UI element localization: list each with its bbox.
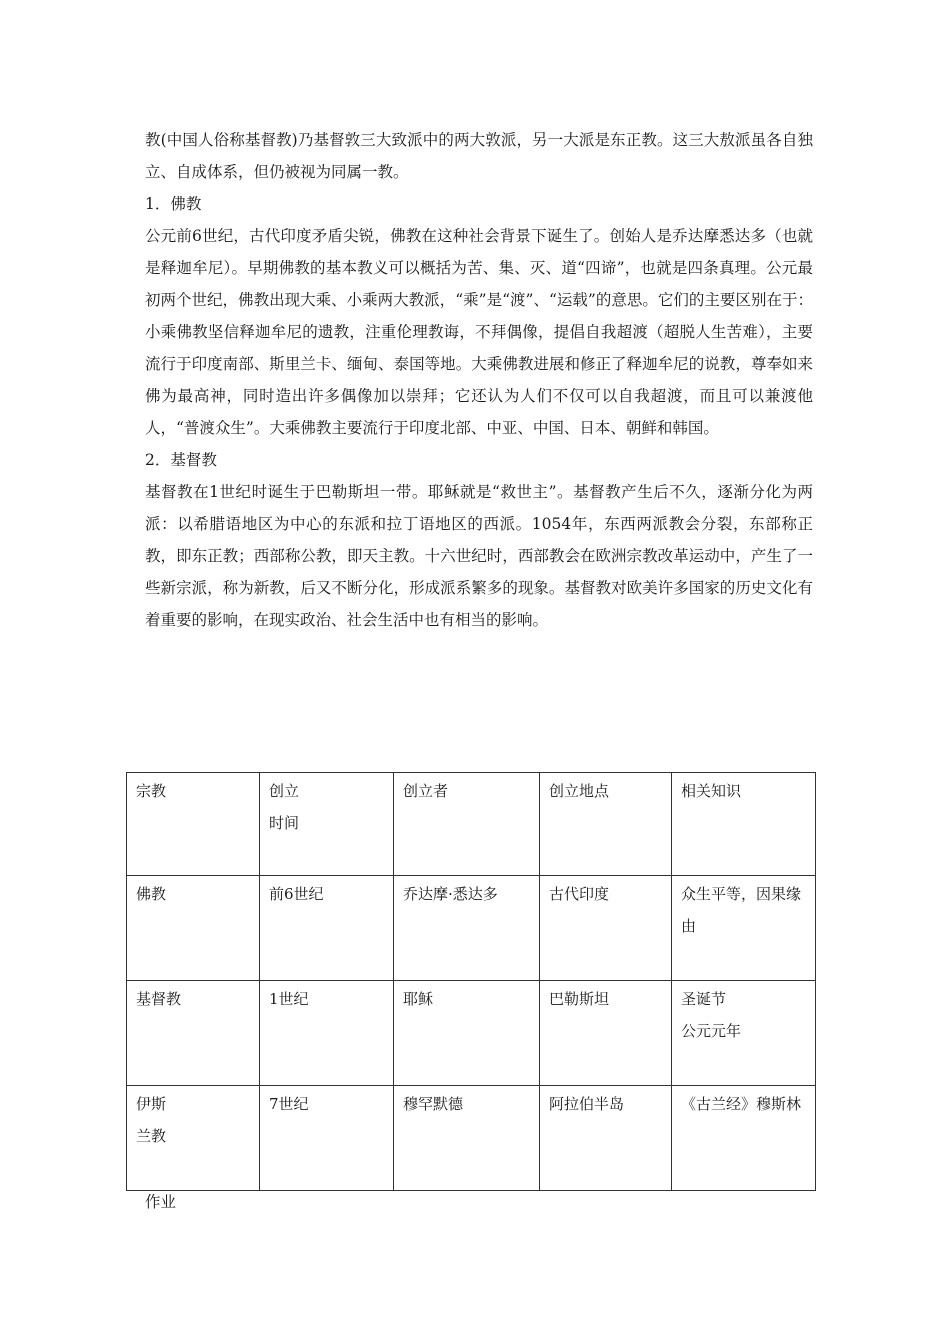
table-header-cell: 创立地点 [540, 773, 672, 876]
table-cell: 众生平等，因果缘由 [672, 876, 816, 981]
table-cell: 7世纪 [260, 1086, 394, 1191]
table-header-cell: 创立 时间 [260, 773, 394, 876]
table-header-cell: 宗教 [127, 773, 260, 876]
table-cell: 佛教 [127, 876, 260, 981]
section-body-buddhism: 公元前6世纪，古代印度矛盾尖锐，佛教在这种社会背景下诞生了。创始人是乔达摩悉达多（也就是释迦牟尼）。早期佛教的基本教义可以概括为苦、集、灭、道“四谛”，也就是四条真理。公元最初两个世纪，佛教出现大乘、小乘两大教派，“乘”是“渡”、“运载”的意思。它们的主要区别在于：小乘佛教坚信释迦牟尼的遗教，注重伦理教诲，不拜偶像，提倡自我超渡（超脱人生苦难），主要流行于印度南部、斯里兰卡、缅甸、泰国等地。大乘佛教进展和修正了释迦牟尼的说教，尊奉如来佛为最高神，同时造出许多偶像加以崇拜；它还认为人们不仅可以自我超渡，而且可以兼渡他人，“普渡众生”。大乘佛教主要流行于印度北部、中亚、中国、日本、朝鲜和韩国。 [145, 227, 813, 437]
table-cell: 圣诞节 公元元年 [672, 981, 816, 1086]
homework-label: 作业 [145, 1193, 177, 1211]
table-header-row [127, 773, 816, 876]
section-heading-buddhism: 1．佛教 [145, 195, 202, 213]
intro-paragraph: 教(中国人俗称基督教)乃基督敦三大致派中的两大敦派，另一大派是东正教。这三大敖派虽各自独立、自成体系，但仍被视为同属一教。 [145, 131, 813, 181]
table-cell: 伊斯 兰教 [127, 1086, 260, 1191]
table-cell: 古代印度 [540, 876, 672, 981]
document-body [145, 124, 813, 636]
table-cell: 基督教 [127, 981, 260, 1086]
section-heading-christianity: 2．基督教 [145, 451, 217, 469]
table-cell: 《古兰经》穆斯林 [672, 1086, 816, 1191]
table-cell: 耶稣 [394, 981, 540, 1086]
table-row [127, 981, 816, 1086]
table-cell: 1世纪 [260, 981, 394, 1086]
table-cell: 巴勒斯坦 [540, 981, 672, 1086]
table-header-cell: 创立者 [394, 773, 540, 876]
table-cell: 穆罕默德 [394, 1086, 540, 1191]
table-cell: 前6世纪 [260, 876, 394, 981]
table-cell: 阿拉伯半岛 [540, 1086, 672, 1191]
section-body-christianity: 基督教在1世纪时诞生于巴勒斯坦一带。耶稣就是“救世主”。基督教产生后不久，逐渐分化为两派：以希腊语地区为中心的东派和拉丁语地区的西派。1054年，东西两派教会分裂，东部称正教，即东正教；西部称公教，即天主教。十六世纪时，西部教会在欧洲宗教改革运动中，产生了一些新宗派，称为新教，后又不断分化，形成派系繁多的现象。基督教对欧美许多国家的历史文化有着重要的影响，在现实政治、社会生活中也有相当的影响。 [145, 483, 813, 629]
table-cell: 乔达摩·悉达多 [394, 876, 540, 981]
religion-table [126, 772, 816, 1191]
table-header-cell: 相关知识 [672, 773, 816, 876]
table-row [127, 876, 816, 981]
table-row [127, 1086, 816, 1191]
